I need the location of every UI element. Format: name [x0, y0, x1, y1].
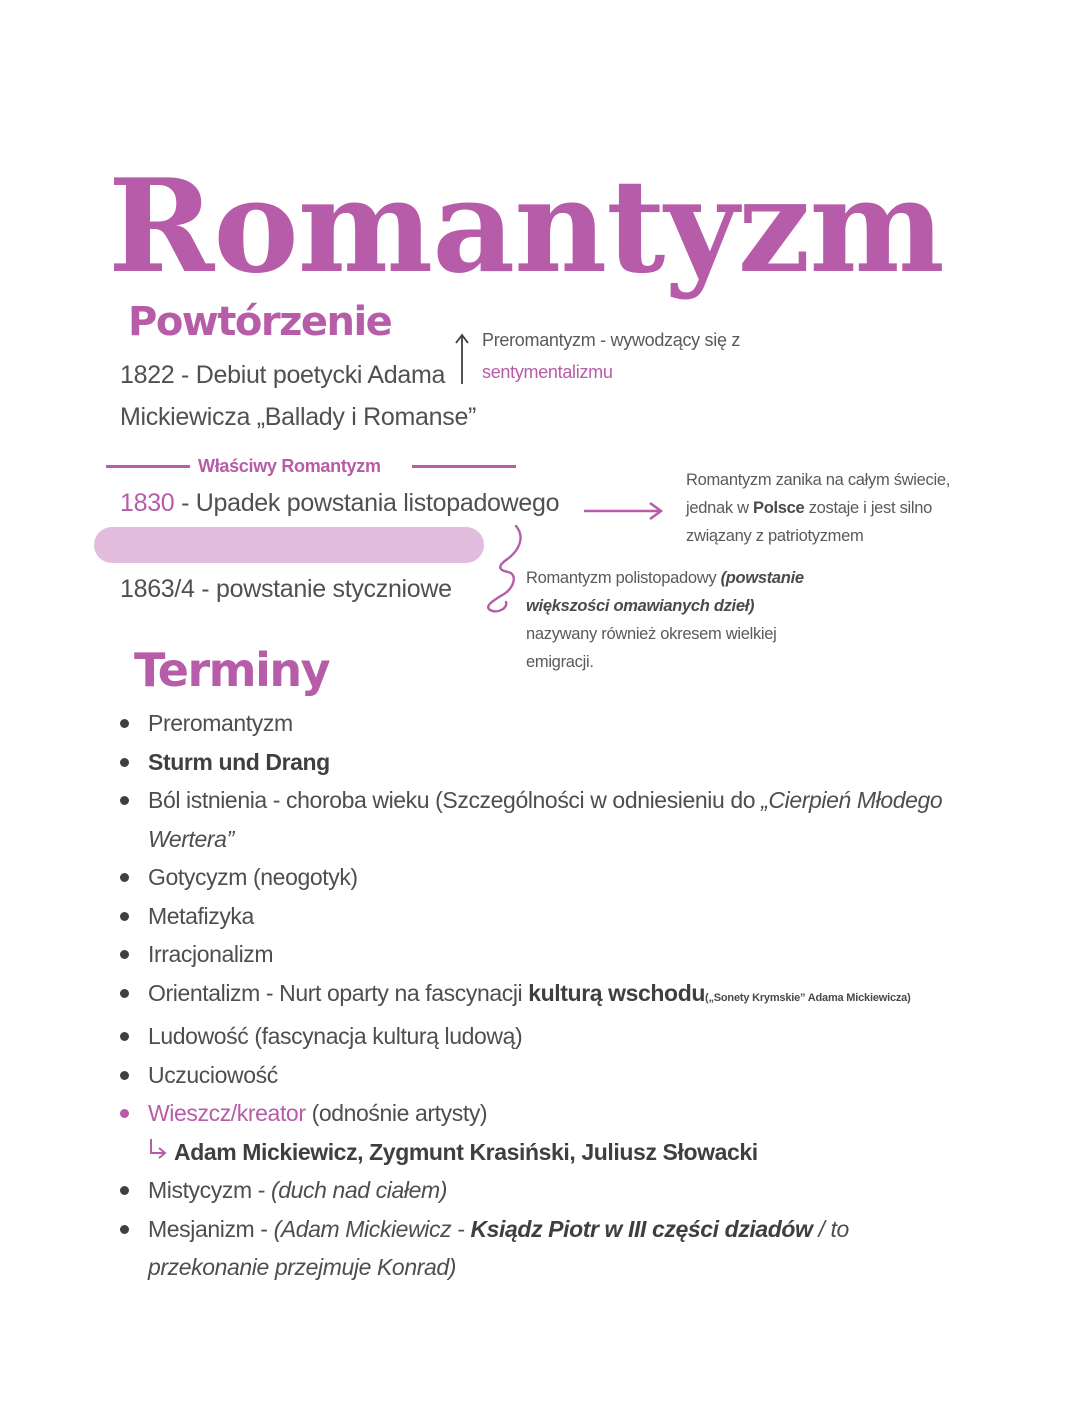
bullet: [120, 989, 129, 998]
orientalizm-note: („Sonety Krymskie” Adama Mickiewicza): [705, 991, 911, 1004]
debut-line-1: 1822 - Debiut poetycki Adama: [120, 361, 446, 389]
page-title: Romantyzm: [108, 152, 944, 302]
term-mistycyzm: Mistycyzm - (duch nad ciałem): [118, 1171, 1018, 1210]
bullet: [120, 1071, 129, 1080]
poland-highlight: Polsce: [753, 499, 805, 517]
terms-heading: Terminy: [134, 643, 330, 697]
term-preromantyzm: Preromantyzm: [118, 704, 1018, 743]
wieszcz-names: Adam Mickiewicz, Zygmunt Krasiński, Juliusz Słowacki: [118, 1133, 1018, 1172]
term-mesjanizm: Mesjanizm - (Adam Mickiewicz - Ksiądz Piotr w III części dziadów / to przekonanie przejmuje Konrad): [118, 1210, 1018, 1287]
divider-line-left: [106, 465, 190, 468]
sub-arrow-icon: [148, 1137, 168, 1161]
year-1830: 1830: [120, 489, 175, 517]
terms-list: [118, 704, 1018, 1287]
divider-line-right: [412, 465, 516, 468]
term-orientalizm: Orientalizm - Nurt oparty na fascynacji kulturą wschodu(„Sonety Krymskie” Adama Mickiewicza): [118, 974, 1018, 1018]
bullet: [120, 719, 129, 728]
post-november-line-2: większości omawianych dzieł): [526, 597, 755, 615]
event-1830: [120, 482, 559, 524]
term-uczuciowosc: Uczuciowość: [118, 1056, 1018, 1095]
bullet: [120, 873, 129, 882]
term-wieszcz: Wieszcz/kreator (odnośnie artysty): [118, 1094, 1018, 1133]
arrow-up-icon: [454, 330, 470, 386]
post-november-line-4: emigracji.: [526, 653, 594, 671]
bullet: [120, 912, 129, 921]
bullet: [120, 1032, 129, 1041]
term-bol-istnienia: Ból istnienia - choroba wieku (Szczególności w odniesieniu do „Cierpień Młodego Wertera”: [118, 781, 1018, 858]
term-ludowosc: Ludowość (fascynacja kulturą ludową): [118, 1017, 1018, 1056]
bullet: [120, 1186, 129, 1195]
preromantism-note-prefix: Preromantyzm - wywodzący się z: [482, 330, 741, 350]
proper-romanticism-label: Właściwy Romantyzm: [198, 456, 381, 476]
term-sturm-und-drang: Sturm und Drang: [118, 743, 1018, 782]
post-november-note: [526, 564, 804, 676]
event-1863: 1863/4 - powstanie styczniowe: [120, 575, 452, 603]
highlight-bar: [94, 527, 484, 563]
bullet: [120, 758, 129, 767]
world-note-line-2: jednak w Polsce zostaje i jest silno: [686, 499, 933, 517]
debut-line-2: Mickiewicza „Ballady i Romanse”: [120, 403, 477, 431]
post-november-line-1: Romantyzm polistopadowy (powstanie: [526, 569, 804, 587]
world-note: [686, 466, 950, 550]
arrow-right-icon: [582, 500, 664, 522]
world-note-line-1: Romantyzm zanika na całym świecie,: [686, 471, 950, 489]
repetition-heading: Powtórzenie: [128, 299, 392, 345]
post-november-line-3: nazywany również okresem wielkiej: [526, 625, 777, 643]
bullet: [120, 1109, 129, 1118]
event-1830-text: - Upadek powstania listopadowego: [174, 489, 560, 517]
term-gotycyzm: Gotycyzm (neogotyk): [118, 858, 1018, 897]
curly-brace-icon: [480, 522, 528, 614]
bullet: [120, 796, 129, 805]
world-note-line-3: związany z patriotyzmem: [686, 527, 864, 545]
bullet: [120, 1225, 129, 1234]
term-irracjonalizm: Irracjonalizm: [118, 935, 1018, 974]
bullet: [120, 950, 129, 959]
term-metafizyka: Metafizyka: [118, 897, 1018, 936]
preromantism-note: [482, 326, 740, 354]
preromantism-note-source: sentymentalizmu: [482, 362, 613, 382]
